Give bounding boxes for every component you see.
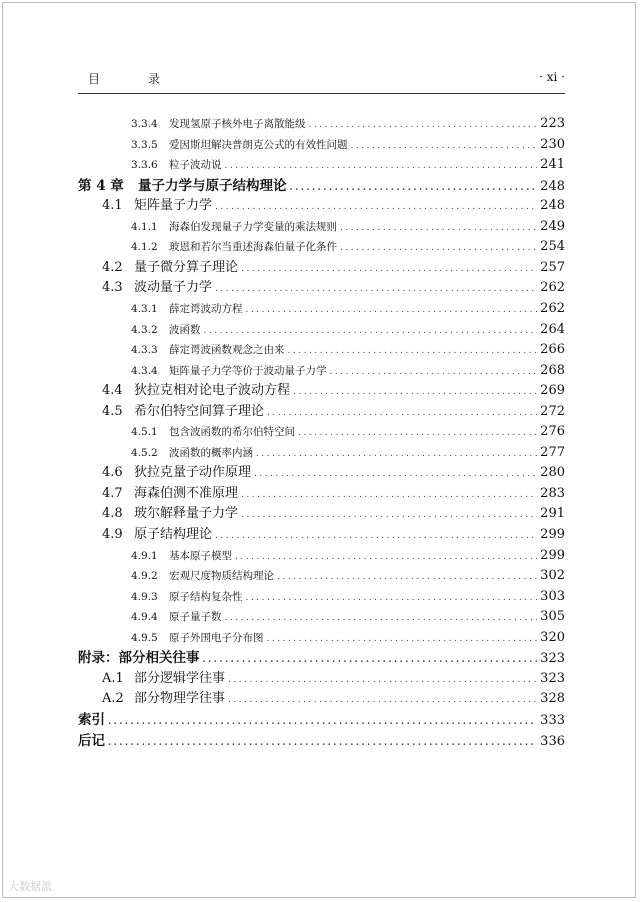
toc-entry-page: 264 [540, 321, 565, 337]
toc-entry-page: 272 [540, 403, 565, 419]
toc-entry-page: 262 [540, 280, 565, 296]
dot-leader [241, 505, 537, 525]
toc-entry-page: 291 [540, 506, 565, 522]
dot-leader [298, 423, 537, 443]
toc-entry[interactable] [102, 258, 565, 278]
toc-entry-page: 249 [540, 218, 565, 234]
dot-leader [267, 629, 538, 649]
toc-entry-title: 波函数的概率内涵 [169, 446, 253, 459]
toc-entry-title: 后记 [78, 732, 105, 749]
toc-entry-number: 4.1 [102, 198, 123, 214]
dot-leader [254, 464, 537, 484]
toc-entry[interactable] [102, 525, 565, 545]
header-page-number: · xi · [539, 70, 565, 84]
toc-entry-title: 狄拉克相对论电子波动方程 [134, 383, 291, 399]
toc-entry-title: 部分物理学往事 [134, 691, 226, 707]
toc-entry-number: 3.3.4 [131, 118, 158, 130]
toc-entry-number: 4.5.1 [131, 426, 158, 439]
toc-entry-number: 4.3 [102, 280, 123, 296]
toc-entry[interactable] [78, 648, 565, 668]
toc-entry-title: 海森伯测不准原理 [134, 485, 239, 501]
toc-entry-title: 索引 [78, 711, 105, 728]
toc-entry-number: 4.1.2 [131, 241, 158, 254]
toc-entry[interactable] [78, 176, 565, 196]
toc-entry-number: A.1 [102, 670, 124, 686]
toc-entry-page: 305 [540, 609, 565, 625]
toc-entry-title: 玻恩和若尔当重述海森伯量子化条件 [169, 241, 337, 254]
toc-entry-page: 262 [540, 300, 565, 316]
toc-entry-title: 附录：部分相关往事 [78, 650, 200, 667]
dot-leader [351, 136, 538, 156]
toc-entry[interactable] [131, 340, 565, 360]
toc-entry[interactable] [131, 155, 565, 175]
dot-leader [309, 115, 538, 135]
toc-entry-number: 4.3.1 [131, 302, 158, 315]
dot-leader [203, 650, 538, 670]
dot-leader [235, 547, 537, 567]
toc-entry-page: 257 [540, 259, 565, 275]
toc-entry-page: 320 [540, 629, 565, 645]
toc-entry[interactable] [102, 402, 565, 422]
toc-entry-page: 230 [540, 136, 565, 152]
toc-entry[interactable] [131, 607, 565, 627]
dot-leader [340, 238, 537, 258]
dot-leader [288, 341, 538, 361]
toc-entry-number: 4.2 [102, 259, 123, 275]
toc-entry-number: 4.9.2 [131, 570, 158, 583]
toc-entry-title: 波动量子力学 [134, 280, 213, 296]
toc-entry-number: 4.5.2 [131, 446, 158, 459]
toc-entry[interactable] [131, 299, 565, 319]
toc-entry-number: 4.3.2 [131, 323, 158, 336]
toc-entry-number: 第 4 章 [78, 177, 124, 194]
toc-entry-title: 发现氢原子核外电子离散能级 [169, 118, 306, 130]
toc-entry-page: 268 [540, 362, 565, 378]
toc-entry[interactable] [102, 669, 565, 689]
toc-entry-page: 241 [540, 157, 565, 173]
toc-entry-number: 4.9 [102, 527, 123, 542]
toc-entry[interactable] [131, 361, 565, 381]
toc-entry-title: 原子外围电子分布图 [169, 631, 264, 644]
dot-leader [241, 485, 537, 505]
toc-entry-title: 量子微分算子理论 [134, 259, 239, 275]
toc-entry[interactable] [131, 135, 565, 155]
dot-leader [267, 403, 537, 423]
toc-entry-number: 4.8 [102, 506, 123, 522]
toc-entry-title: 希尔伯特空间算子理论 [134, 403, 265, 419]
toc-entry[interactable] [102, 463, 565, 483]
toc-entry-number: 4.7 [102, 485, 123, 501]
toc-entry-number: 4.9.4 [131, 611, 158, 624]
toc-entry-page: 299 [540, 527, 565, 542]
toc-entry-number: 3.3.6 [131, 159, 158, 172]
toc-entry[interactable] [131, 587, 565, 607]
toc-entry[interactable] [78, 710, 565, 730]
dot-leader [340, 218, 537, 238]
toc-entry-number: 4.9.5 [131, 631, 158, 644]
dot-leader [108, 733, 537, 753]
toc-entry[interactable] [102, 278, 565, 298]
toc-entry-number: 4.9.1 [131, 549, 158, 562]
toc-entry-title: 薛定谔波动方程 [169, 302, 243, 315]
toc-entry-title: 基本原子模型 [169, 549, 232, 562]
toc-entry-page: 254 [540, 239, 565, 255]
toc-entry-page: 280 [540, 465, 565, 481]
toc-entry[interactable] [131, 114, 565, 134]
toc-entry[interactable] [131, 443, 565, 463]
toc-entry-title: 原子结构复杂性 [169, 590, 243, 603]
toc-entry-title: 原子结构理论 [134, 527, 213, 542]
toc-entry-title: 爱因斯坦解决普朗克公式的有效性问题 [169, 138, 348, 151]
toc-entry-page: 248 [540, 178, 565, 194]
toc-entry-page: 223 [540, 116, 565, 131]
toc-entry-number: 4.1.1 [131, 220, 158, 233]
dot-leader [215, 526, 537, 546]
toc-entry-number: 4.3.4 [131, 364, 158, 377]
toc-entry-title: 波函数 [169, 323, 201, 336]
toc-entry[interactable] [102, 196, 565, 216]
toc-entry-title: 狄拉克量子动作原理 [134, 465, 252, 481]
toc-entry-page: 336 [540, 733, 565, 749]
dot-leader [330, 362, 538, 382]
toc-entry-page: 269 [540, 383, 565, 399]
toc-entry-page: 333 [540, 712, 565, 728]
toc-entry[interactable] [131, 628, 565, 648]
toc-entry[interactable] [131, 546, 565, 566]
toc-entry-page: 303 [540, 588, 565, 604]
dot-leader [215, 197, 537, 217]
dot-leader [225, 156, 538, 176]
toc-entry-title: 原子量子数 [169, 611, 222, 624]
toc-entry-page: 302 [540, 568, 565, 584]
toc-entry[interactable] [131, 320, 565, 340]
header-rule [78, 93, 565, 94]
dot-leader [228, 670, 537, 690]
header-title: 目 录 [88, 72, 182, 86]
toc-entry-page: 328 [540, 691, 565, 707]
toc-entry-number: 4.3.3 [131, 344, 158, 357]
toc-entry-number: 4.9.3 [131, 590, 158, 603]
toc-entry-page: 248 [540, 198, 565, 214]
toc-entry-title: 海森伯发现量子力学变量的乘法规则 [169, 220, 337, 233]
dot-leader [225, 608, 538, 628]
dot-leader [246, 300, 538, 320]
dot-leader [204, 321, 538, 341]
toc-entry[interactable] [131, 237, 565, 257]
dot-leader [293, 382, 537, 402]
toc-entry[interactable] [131, 217, 565, 237]
running-header [78, 70, 565, 88]
toc-entry-title: 包含波函数的希尔伯特空间 [169, 426, 295, 439]
dot-leader [246, 588, 538, 608]
toc-entry-number: 4.5 [102, 403, 123, 419]
toc-entry[interactable] [102, 504, 565, 524]
dot-leader [228, 690, 537, 710]
toc-entry[interactable] [102, 484, 565, 504]
toc-entry[interactable] [102, 689, 565, 709]
toc-entry[interactable] [102, 381, 565, 401]
toc-entry-number: 3.3.5 [131, 138, 158, 151]
toc-entry-title: 薛定谔波函数观念之由来 [169, 344, 285, 357]
toc-entry[interactable] [131, 422, 565, 442]
toc-entry-title: 矩阵量子力学 [134, 198, 213, 214]
toc-entry-title: 粒子波动说 [169, 159, 222, 172]
toc-entry-page: 323 [540, 670, 565, 686]
toc-entry[interactable] [78, 731, 565, 751]
dot-leader [256, 444, 537, 464]
toc-entry-page: 276 [540, 424, 565, 440]
dot-leader [290, 178, 538, 198]
toc-entry-number: 4.4 [102, 383, 123, 399]
dot-leader [108, 712, 537, 732]
toc-entry-title: 宏观尺度物质结构理论 [169, 570, 274, 583]
dot-leader [241, 259, 537, 279]
dot-leader [215, 279, 537, 299]
toc-entry-page: 283 [540, 485, 565, 501]
dot-leader [277, 567, 537, 587]
toc-entry-page: 323 [540, 651, 565, 667]
toc-entry-title: 量子力学与原子结构理论 [138, 177, 287, 194]
toc-entry-title: 部分逻辑学往事 [134, 670, 226, 686]
toc-entry-title: 矩阵量子力学等价于波动量子力学 [169, 364, 327, 377]
toc-entry-page: 277 [540, 444, 565, 460]
toc-entry-page: 299 [540, 547, 565, 563]
toc-entry-page: 266 [540, 342, 565, 358]
toc-entry-number: 4.6 [102, 465, 123, 481]
toc-entry-number: A.2 [102, 691, 124, 707]
toc-entry-title: 玻尔解释量子力学 [134, 506, 239, 522]
toc-entry[interactable] [131, 566, 565, 586]
watermark-text: 大数据派 [8, 880, 52, 893]
